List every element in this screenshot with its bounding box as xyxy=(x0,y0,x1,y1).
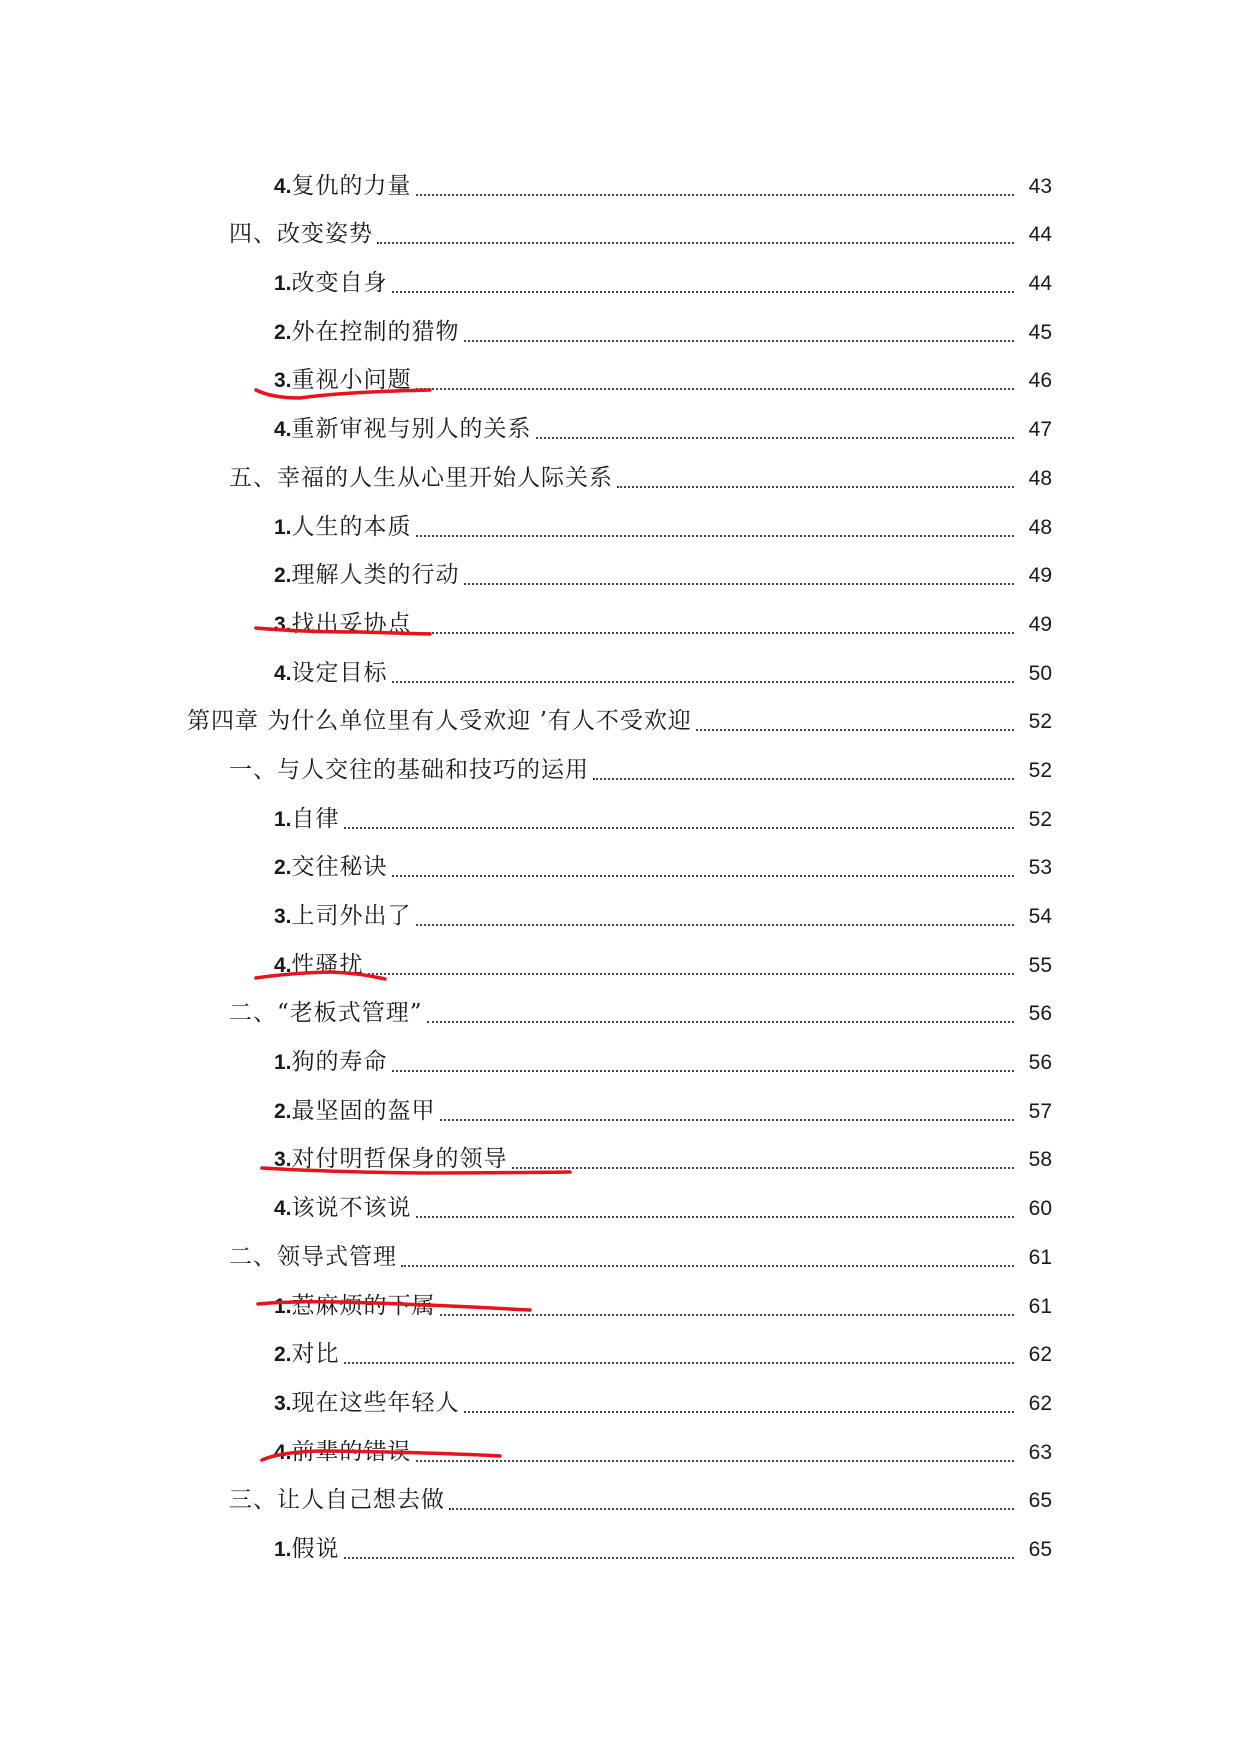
entry-number: 2. xyxy=(274,320,292,344)
entry-number: 2. xyxy=(274,1099,292,1123)
toc-entry[interactable] xyxy=(0,395,1241,444)
entry-title: 对比 xyxy=(291,1341,340,1368)
entry-title: 外在控制的猎物 xyxy=(291,318,460,345)
toc-entry[interactable] xyxy=(0,1272,1241,1321)
page-number: 52 xyxy=(1028,710,1052,734)
page-number: 65 xyxy=(1028,1489,1052,1513)
dot-leader xyxy=(416,923,1014,926)
dot-leader xyxy=(416,534,1014,537)
entry-number: 2. xyxy=(274,1343,292,1367)
toc-entry[interactable] xyxy=(0,1321,1241,1370)
page-number: 53 xyxy=(1028,856,1052,880)
entry-number: 2. xyxy=(274,564,292,588)
toc-entry[interactable] xyxy=(0,493,1241,542)
page-number: 65 xyxy=(1028,1537,1052,1561)
entry-number: 4. xyxy=(274,1440,292,1464)
page-number: 48 xyxy=(1028,466,1052,490)
dot-leader xyxy=(536,436,1014,439)
dot-leader xyxy=(464,1410,1014,1413)
toc-entry[interactable] xyxy=(0,1028,1241,1077)
page-number: 52 xyxy=(1028,758,1052,782)
dot-leader xyxy=(416,1215,1014,1218)
table-of-contents xyxy=(0,152,1241,1564)
toc-entry[interactable] xyxy=(0,639,1241,688)
page-number: 52 xyxy=(1028,807,1052,831)
dot-leader xyxy=(416,193,1014,196)
page-number: 45 xyxy=(1028,320,1052,344)
toc-entry[interactable] xyxy=(0,1467,1241,1516)
entry-title: 最坚固的盔甲 xyxy=(291,1097,436,1124)
entry-title: 对付明哲保身的领导 xyxy=(291,1146,508,1173)
page-number: 55 xyxy=(1028,953,1052,977)
entry-number: 1. xyxy=(274,1537,292,1561)
entry-number: 1. xyxy=(274,807,292,831)
toc-entry[interactable] xyxy=(0,298,1241,347)
dot-leader xyxy=(377,241,1014,244)
page-number: 43 xyxy=(1028,174,1052,198)
entry-number: 2. xyxy=(274,856,292,880)
dot-leader xyxy=(392,290,1014,293)
entry-number: 1. xyxy=(274,1051,292,1075)
toc-entry[interactable] xyxy=(0,1418,1241,1467)
dot-leader xyxy=(344,826,1014,829)
toc-entry[interactable] xyxy=(0,736,1241,785)
dot-leader xyxy=(593,777,1014,780)
dot-leader xyxy=(416,387,1014,390)
entry-title: 重新审视与别人的关系 xyxy=(291,416,532,443)
dot-leader xyxy=(449,1507,1014,1510)
page-number: 44 xyxy=(1028,223,1052,247)
toc-entry[interactable] xyxy=(0,1126,1241,1175)
entry-title: 人生的本质 xyxy=(291,513,412,540)
entry-title: 该说不该说 xyxy=(291,1195,412,1222)
entry-number: 4. xyxy=(274,1197,292,1221)
toc-entry[interactable] xyxy=(0,152,1241,201)
toc-entry[interactable] xyxy=(0,688,1241,737)
dot-leader xyxy=(440,1118,1014,1121)
toc-entry[interactable] xyxy=(0,542,1241,591)
toc-entry[interactable] xyxy=(0,1174,1241,1223)
page-number: 62 xyxy=(1028,1343,1052,1367)
toc-entry[interactable] xyxy=(0,785,1241,834)
page-number: 61 xyxy=(1028,1294,1052,1318)
entry-title: 前辈的错误 xyxy=(291,1438,412,1465)
page-number: 61 xyxy=(1028,1245,1052,1269)
dot-leader xyxy=(427,1020,1014,1023)
dot-leader xyxy=(368,972,1014,975)
dot-leader xyxy=(392,1069,1014,1072)
toc-entry[interactable] xyxy=(0,444,1241,493)
entry-number: 4. xyxy=(274,661,292,685)
entry-number: 3. xyxy=(274,612,292,636)
entry-title: 设定目标 xyxy=(291,659,388,686)
entry-number: 4. xyxy=(274,174,292,198)
entry-number: 1. xyxy=(274,515,292,539)
entry-title: 上司外出了 xyxy=(291,903,412,929)
entry-number: 4. xyxy=(274,953,292,977)
entry-number: 3. xyxy=(274,1148,292,1172)
page-number: 58 xyxy=(1028,1148,1052,1172)
dot-leader xyxy=(464,339,1014,342)
toc-entry[interactable] xyxy=(0,347,1241,396)
page-number: 62 xyxy=(1028,1391,1052,1415)
entry-number: 3. xyxy=(274,1391,292,1415)
entry-title: 第四章 为什么单位里有人受欢迎 ’有人不受欢迎 xyxy=(187,708,692,735)
entry-title: 理解人类的行动 xyxy=(291,562,460,589)
dot-leader xyxy=(416,631,1014,634)
entry-title: 三、让人自己想去做 xyxy=(229,1487,445,1514)
entry-title: 复仇的力量 xyxy=(291,172,412,199)
page-number: 60 xyxy=(1028,1197,1052,1221)
toc-entry[interactable] xyxy=(0,980,1241,1029)
toc-entry[interactable] xyxy=(0,1369,1241,1418)
toc-entry[interactable] xyxy=(0,249,1241,298)
entry-title: 狗的寿命 xyxy=(291,1049,388,1076)
entry-number: 1. xyxy=(274,1294,292,1318)
toc-entry[interactable] xyxy=(0,834,1241,883)
entry-title: 假说 xyxy=(291,1535,340,1562)
toc-entry[interactable] xyxy=(0,882,1241,931)
entry-title: 一、与人交往的基础和技巧的运用 xyxy=(229,756,589,783)
dot-leader xyxy=(344,1556,1014,1559)
entry-title: 改变自身 xyxy=(291,270,388,297)
toc-entry[interactable] xyxy=(0,1515,1241,1564)
page-number: 54 xyxy=(1028,905,1052,928)
dot-leader xyxy=(344,1361,1014,1364)
page-number: 57 xyxy=(1028,1099,1052,1123)
entry-title: 二、领导式管理 xyxy=(229,1243,397,1270)
page-number: 44 xyxy=(1028,272,1052,296)
page-number: 48 xyxy=(1028,515,1052,539)
entry-title: 现在这些年轻人 xyxy=(291,1389,460,1416)
dot-leader xyxy=(512,1166,1014,1169)
entry-title: 自律 xyxy=(291,805,340,832)
entry-title: 五、幸福的人生从心里开始人际关系 xyxy=(229,464,613,491)
toc-entry[interactable] xyxy=(0,931,1241,980)
dot-leader xyxy=(617,485,1014,488)
toc-entry[interactable] xyxy=(0,1223,1241,1272)
toc-entry[interactable] xyxy=(0,590,1241,639)
page-number: 56 xyxy=(1028,1002,1052,1026)
entry-title: 重视小问题 xyxy=(291,367,412,394)
page-number: 49 xyxy=(1028,612,1052,636)
dot-leader xyxy=(464,582,1014,585)
dot-leader xyxy=(696,728,1014,731)
page-number: 49 xyxy=(1028,564,1052,588)
page-number: 56 xyxy=(1028,1051,1052,1075)
page-number: 47 xyxy=(1028,418,1052,442)
dot-leader xyxy=(440,1313,1014,1316)
dot-leader xyxy=(392,874,1014,877)
entry-number: 3. xyxy=(274,369,292,393)
entry-title: 性骚扰 xyxy=(291,951,364,978)
entry-title: 惹麻烦的下属 xyxy=(291,1292,436,1319)
toc-entry[interactable] xyxy=(0,201,1241,250)
entry-number: 4. xyxy=(274,418,292,442)
dot-leader xyxy=(401,1264,1014,1267)
entry-title: 四、改变姿势 xyxy=(229,221,373,248)
page-number: 46 xyxy=(1028,369,1052,393)
page-number: 50 xyxy=(1028,661,1052,685)
page-number: 63 xyxy=(1028,1440,1052,1464)
dot-leader xyxy=(392,680,1014,683)
entry-number: 1. xyxy=(274,272,292,296)
dot-leader xyxy=(416,1459,1014,1462)
entry-title: 找出妥协点 xyxy=(291,610,412,637)
entry-title: 二、“老板式管理” xyxy=(229,1000,423,1027)
entry-title: 交往秘诀 xyxy=(291,854,388,881)
entry-number: 3. xyxy=(274,905,292,928)
toc-entry[interactable] xyxy=(0,1077,1241,1126)
